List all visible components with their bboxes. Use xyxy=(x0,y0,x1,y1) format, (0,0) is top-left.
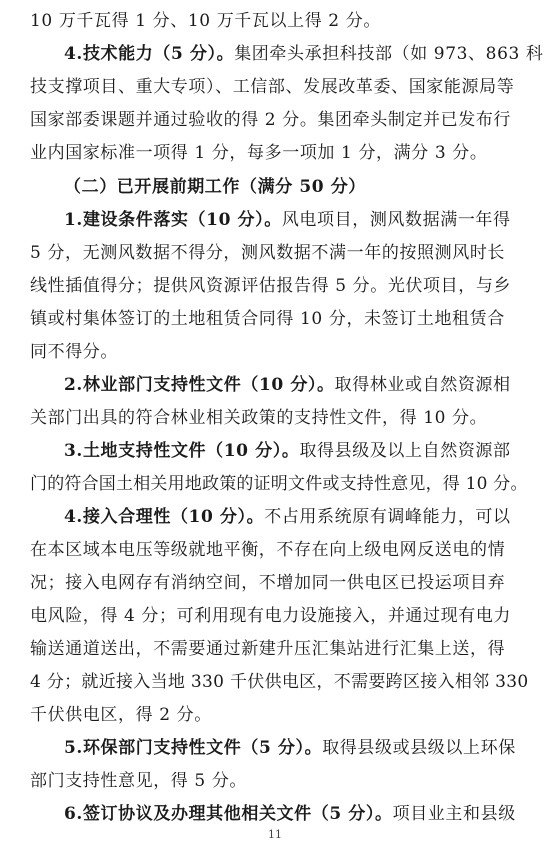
text-line: 4.接入合理性（10 分）。不占用系统原有调峰能力，可以 xyxy=(64,507,511,527)
heading-agreements: 6.签订协议及办理其他相关文件（5 分）。 xyxy=(64,804,393,824)
text-line: 在本区域本电压等级就地平衡，不存在向上级电网反送电的情 xyxy=(30,540,506,560)
text-line: 1.建设条件落实（10 分）。风电项目，测风数据满一年得 xyxy=(64,210,511,230)
text-line: 同不得分。 xyxy=(30,342,118,362)
text-line: 10 万千瓦得 1 分、10 万千瓦以上得 2 分。 xyxy=(30,11,381,31)
heading-environmental-documents: 5.环保部门支持性文件（5 分）。 xyxy=(64,738,323,758)
text-line: 线性插值得分；提供风资源评估报告得 5 分。光伏项目，与乡 xyxy=(30,276,512,296)
heading-grid-access: 4.接入合理性（10 分）。 xyxy=(64,507,265,527)
heading-forestry-documents: 2.林业部门支持性文件（10 分）。 xyxy=(64,375,335,395)
text-line: 5 分，无测风数据不得分，测风数据不满一年的按照测风时长 xyxy=(30,243,506,263)
text-line: 4.技术能力（5 分）。集团牵头承担科技部（如 973、863 科 xyxy=(64,44,544,64)
heading-tech-capability: 4.技术能力（5 分）。 xyxy=(64,44,235,64)
text-line: 关部门出具的符合林业相关政策的支持性文件，得 10 分。 xyxy=(30,408,488,428)
text-line: 输送通道送出，不需要通过新建升压汇集站进行汇集上送，得 xyxy=(30,639,506,659)
text-line: 4 分；就近接入当地 330 千伏供电区，不需要跨区接入相邻 330 xyxy=(30,672,529,692)
text-line: 国家部委课题并通过验收的得 2 分。集团牵头制定并已发布行 xyxy=(30,110,512,130)
text-line: 电风险，得 4 分；可利用现有电力设施接入，并通过现有电力 xyxy=(30,606,512,626)
text-line: 镇或村集体签订的土地租赁合同得 10 分，未签订土地租赁合 xyxy=(30,309,505,329)
text-line: 3.土地支持性文件（10 分）。取得县级及以上自然资源部 xyxy=(64,441,511,461)
text-line: 千伏供电区，得 2 分。 xyxy=(30,705,212,725)
text-line: 业内国家标准一项得 1 分，每多一项加 1 分，满分 3 分。 xyxy=(30,143,488,163)
heading-land-documents: 3.土地支持性文件（10 分）。 xyxy=(64,441,300,461)
text-line: 部门支持性意见，得 5 分。 xyxy=(30,771,248,791)
text-line: 门的符合国土相关用地政策的证明文件或支持性意见，得 10 分。 xyxy=(30,474,528,494)
section-heading: （二）已开展前期工作（满分 50 分） xyxy=(64,177,366,197)
text-line: 6.签订协议及办理其他相关文件（5 分）。项目业主和县级 xyxy=(64,804,516,824)
text-line: 5.环保部门支持性文件（5 分）。取得县级或县级以上环保 xyxy=(64,738,516,758)
text-line: 技支撑项目、重大专项）、工信部、发展改革委、国家能源局等 xyxy=(30,77,515,97)
heading-construction-conditions: 1.建设条件落实（10 分）。 xyxy=(64,210,282,230)
page-number: 11 xyxy=(268,828,282,841)
text-line: 况；接入电网存有消纳空间，不增加同一供电区已投运项目弃 xyxy=(30,573,506,593)
text-line: 2.林业部门支持性文件（10 分）。取得林业或自然资源相 xyxy=(64,375,511,395)
